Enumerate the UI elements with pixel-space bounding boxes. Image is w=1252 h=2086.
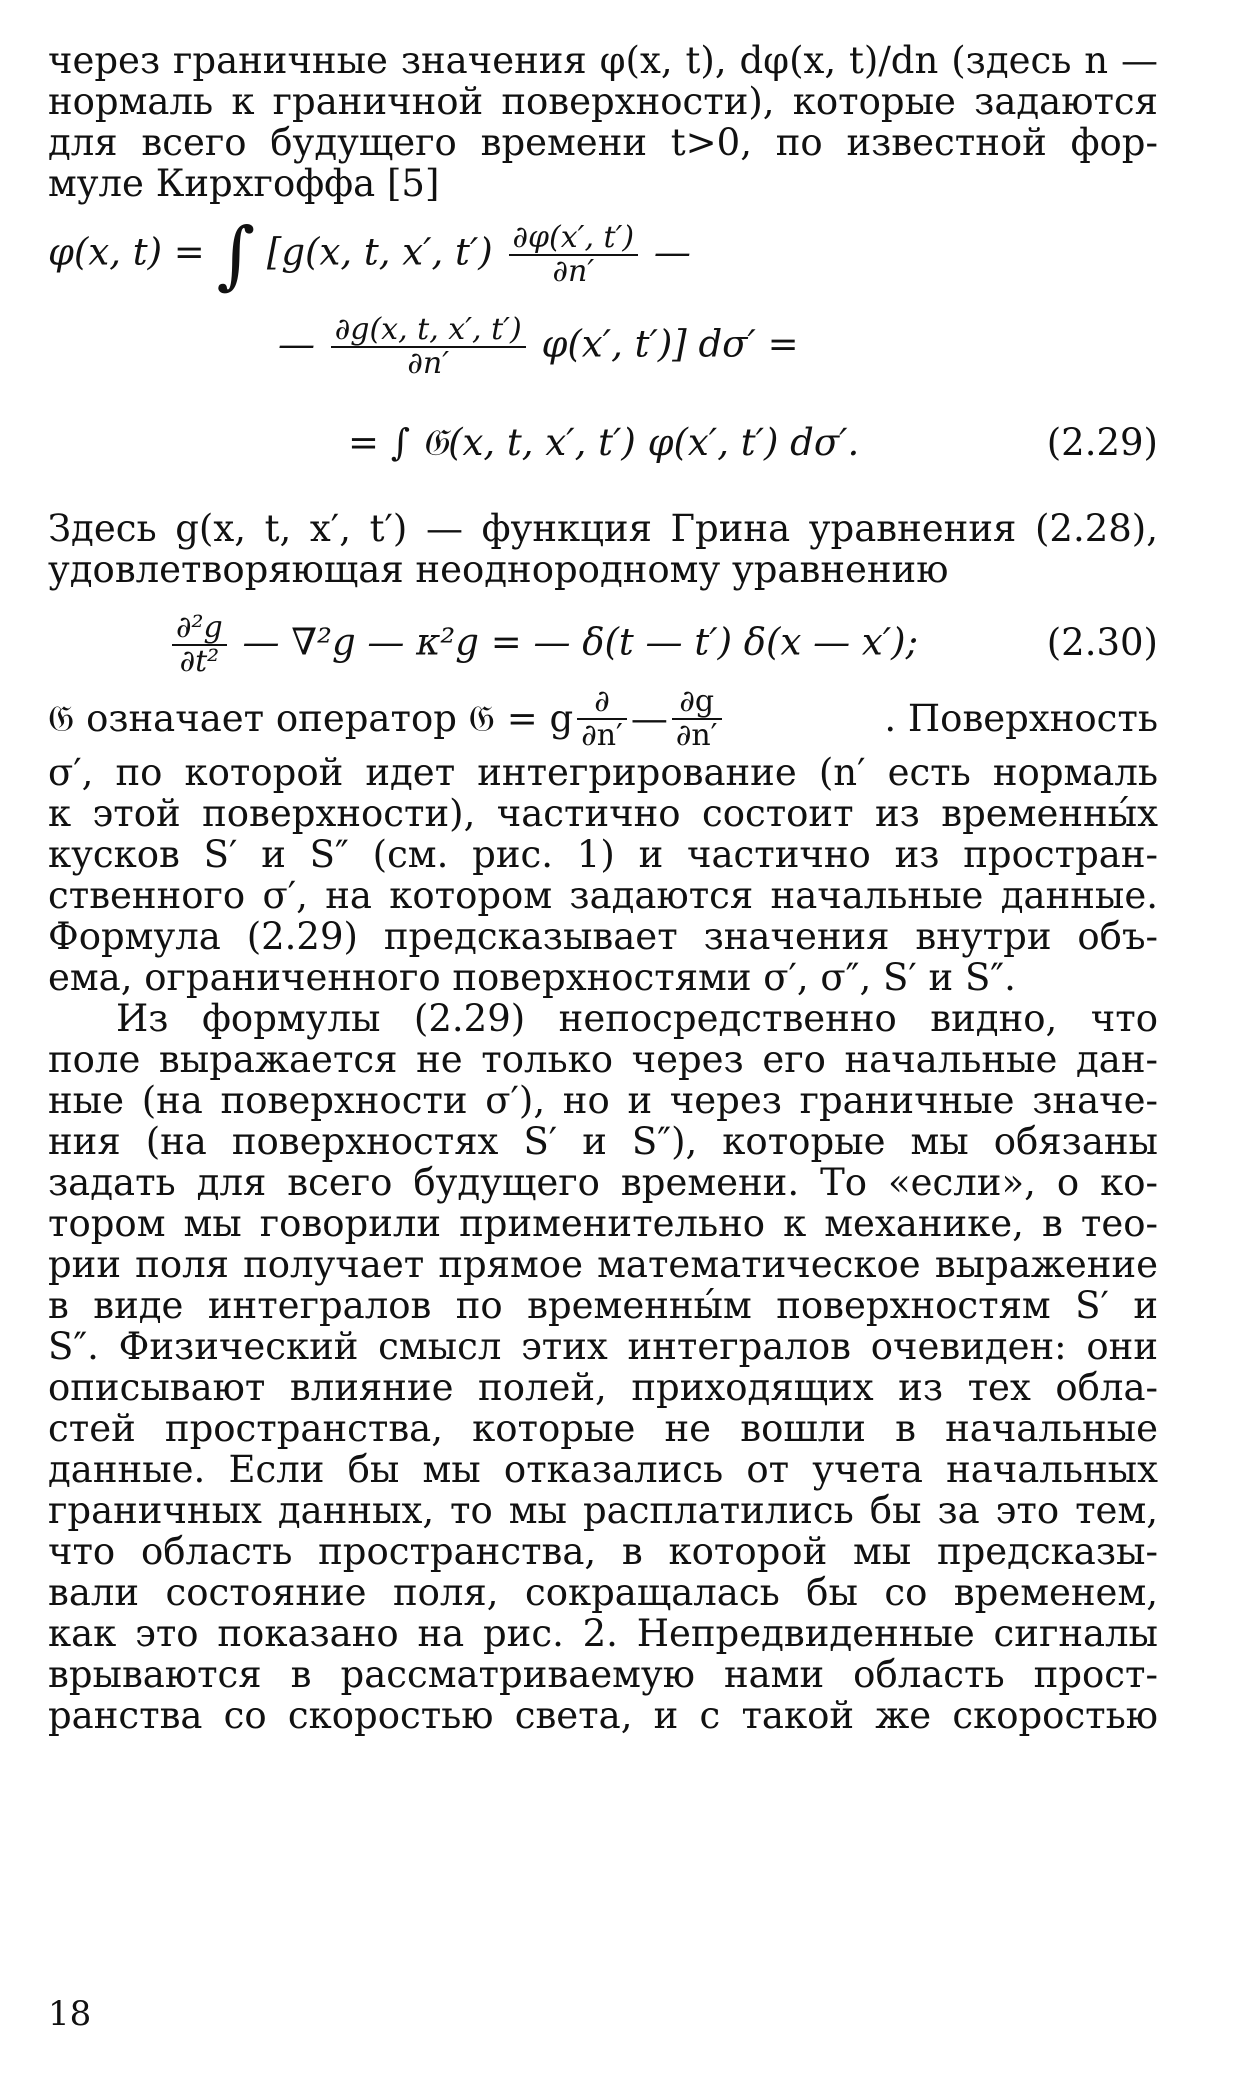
equation-2-30 bbox=[48, 590, 1158, 686]
text-line: тором мы говорили применительно к механике, в тео- bbox=[48, 1202, 1158, 1245]
paragraph-1 bbox=[48, 40, 1158, 204]
text-line: для всего будущего времени t>0, по известной фор- bbox=[48, 121, 1158, 164]
text-line: Из формулы (2.29) непосредственно видно, что bbox=[116, 997, 1158, 1040]
text-line: данные. Если бы мы отказались от учета начальных bbox=[48, 1448, 1158, 1491]
text-line: граничных данных, то мы расплатились бы за это тем, bbox=[48, 1489, 1158, 1532]
text-line: S″. Физический смысл этих интегралов очевиден: они bbox=[48, 1325, 1158, 1368]
eq-row-1: φ(x, t) = ∫ [g(x, t, x′, t′) $\frac{\partial\varphi(x', t')}{\partial n'}$ — bbox=[48, 212, 691, 298]
text-line: ния (на поверхностях S′ и S″), которые мы обязаны bbox=[48, 1120, 1158, 1163]
text-line: нормаль к граничной поверхности), которые задаются bbox=[48, 80, 1158, 123]
page-content bbox=[48, 40, 1158, 1736]
text-line: муле Кирхгоффа [5] bbox=[48, 162, 440, 205]
text-line: к этой поверхности), частично состоит из временны́х bbox=[48, 792, 1158, 835]
fraction: $\frac{\text{∂²g}}{\text{∂t²}}$ bbox=[172, 612, 227, 678]
text-line: Формула (2.29) предсказывает значения внутри объ- bbox=[48, 915, 1158, 958]
text-line: стей пространства, которые не вошли в начальные bbox=[48, 1407, 1158, 1450]
fraction: $\frac{\partial\varphi(x', t')}{\partial n'}$ bbox=[509, 222, 639, 288]
equation-2-29 bbox=[48, 204, 1158, 494]
fraction: $\frac{\partial g}{\partial n'}$ bbox=[672, 686, 722, 752]
text-line: как это показано на рис. 2. Непредвиденные сигналы bbox=[48, 1612, 1158, 1655]
text-line-with-operator: 𝔊 означает оператор 𝔊 = g $\frac{\partial}{\partial n'}$ — $\frac{\partial g}{\partial n'}$ . Поверхность bbox=[48, 684, 1158, 753]
fraction: $\frac{\partial}{\partial n'}$ bbox=[577, 686, 627, 752]
text-line: задать для всего будущего времени. То «если», о ко- bbox=[48, 1161, 1158, 1204]
text-line: поле выражается не только через его начальные дан- bbox=[48, 1038, 1158, 1081]
text-line: σ′, по которой идет интегрирование (n′ есть нормаль bbox=[48, 751, 1158, 794]
equation-number: (2.30) bbox=[1046, 621, 1158, 664]
text-line: Здесь g(x, t, x′, t′) — функция Грина уравнения (2.28), bbox=[48, 507, 1158, 550]
text-line: удовлетворяющая неоднородному уравнению bbox=[48, 548, 949, 591]
text-line: ранства со скоростью света, и с такой же скоростью bbox=[48, 1694, 1158, 1737]
eq-row: $\frac{\text{∂²g}}{\text{∂t²}}$ — ∇²g — κ²g = — δ(t — t′) δ(x — x′); bbox=[168, 612, 918, 678]
text-line: ные (на поверхности σ′), но и через граничные значе- bbox=[48, 1079, 1158, 1122]
eq-lhs: φ(x, t) = bbox=[48, 230, 205, 274]
text-line: что область пространства, в которой мы предсказы- bbox=[48, 1530, 1158, 1573]
eq-term: [g(x, t, x′, t′) bbox=[266, 230, 493, 274]
text-line: в виде интегралов по временны́м поверхностям S′ и bbox=[48, 1284, 1158, 1327]
text-line: вали состояние поля, сокращалась бы со временем, bbox=[48, 1571, 1158, 1614]
text-line: врываются в рассматриваемую нами область прост- bbox=[48, 1653, 1158, 1696]
equation-number: (2.29) bbox=[1046, 421, 1158, 464]
page-number: 18 bbox=[48, 1994, 92, 2034]
text-line: через граничные значения φ(x, t), dφ(x, t)/dn (здесь n — bbox=[48, 39, 1158, 82]
text-line: ема, ограниченного поверхностями σ′, σ″, S′ и S″. bbox=[48, 956, 1016, 999]
text-line: ственного σ′, на котором задаются начальные данные. bbox=[48, 874, 1158, 917]
eq-row-2: — $\frac{\partial g(x, t, x', t')}{\partial n'}$ φ(x′, t′)] dσ′ = bbox=[278, 312, 799, 381]
paragraph-2 bbox=[48, 508, 1158, 590]
eq-row-3: = ∫ 𝔊(x, t, x′, t′) φ(x′, t′) dσ′. bbox=[348, 421, 860, 464]
fraction: $\frac{\partial g(x, t, x', t')}{\partial n'}$ bbox=[331, 314, 526, 380]
text-line: кусков S′ и S″ (см. рис. 1) и частично из простран- bbox=[48, 833, 1158, 876]
paragraph-4 bbox=[48, 998, 1158, 1736]
text-line: описывают влияние полей, приходящих из тех обла- bbox=[48, 1366, 1158, 1409]
paragraph-3 bbox=[48, 686, 1158, 998]
text-line: рии поля получает прямое математическое выражение bbox=[48, 1243, 1158, 1286]
